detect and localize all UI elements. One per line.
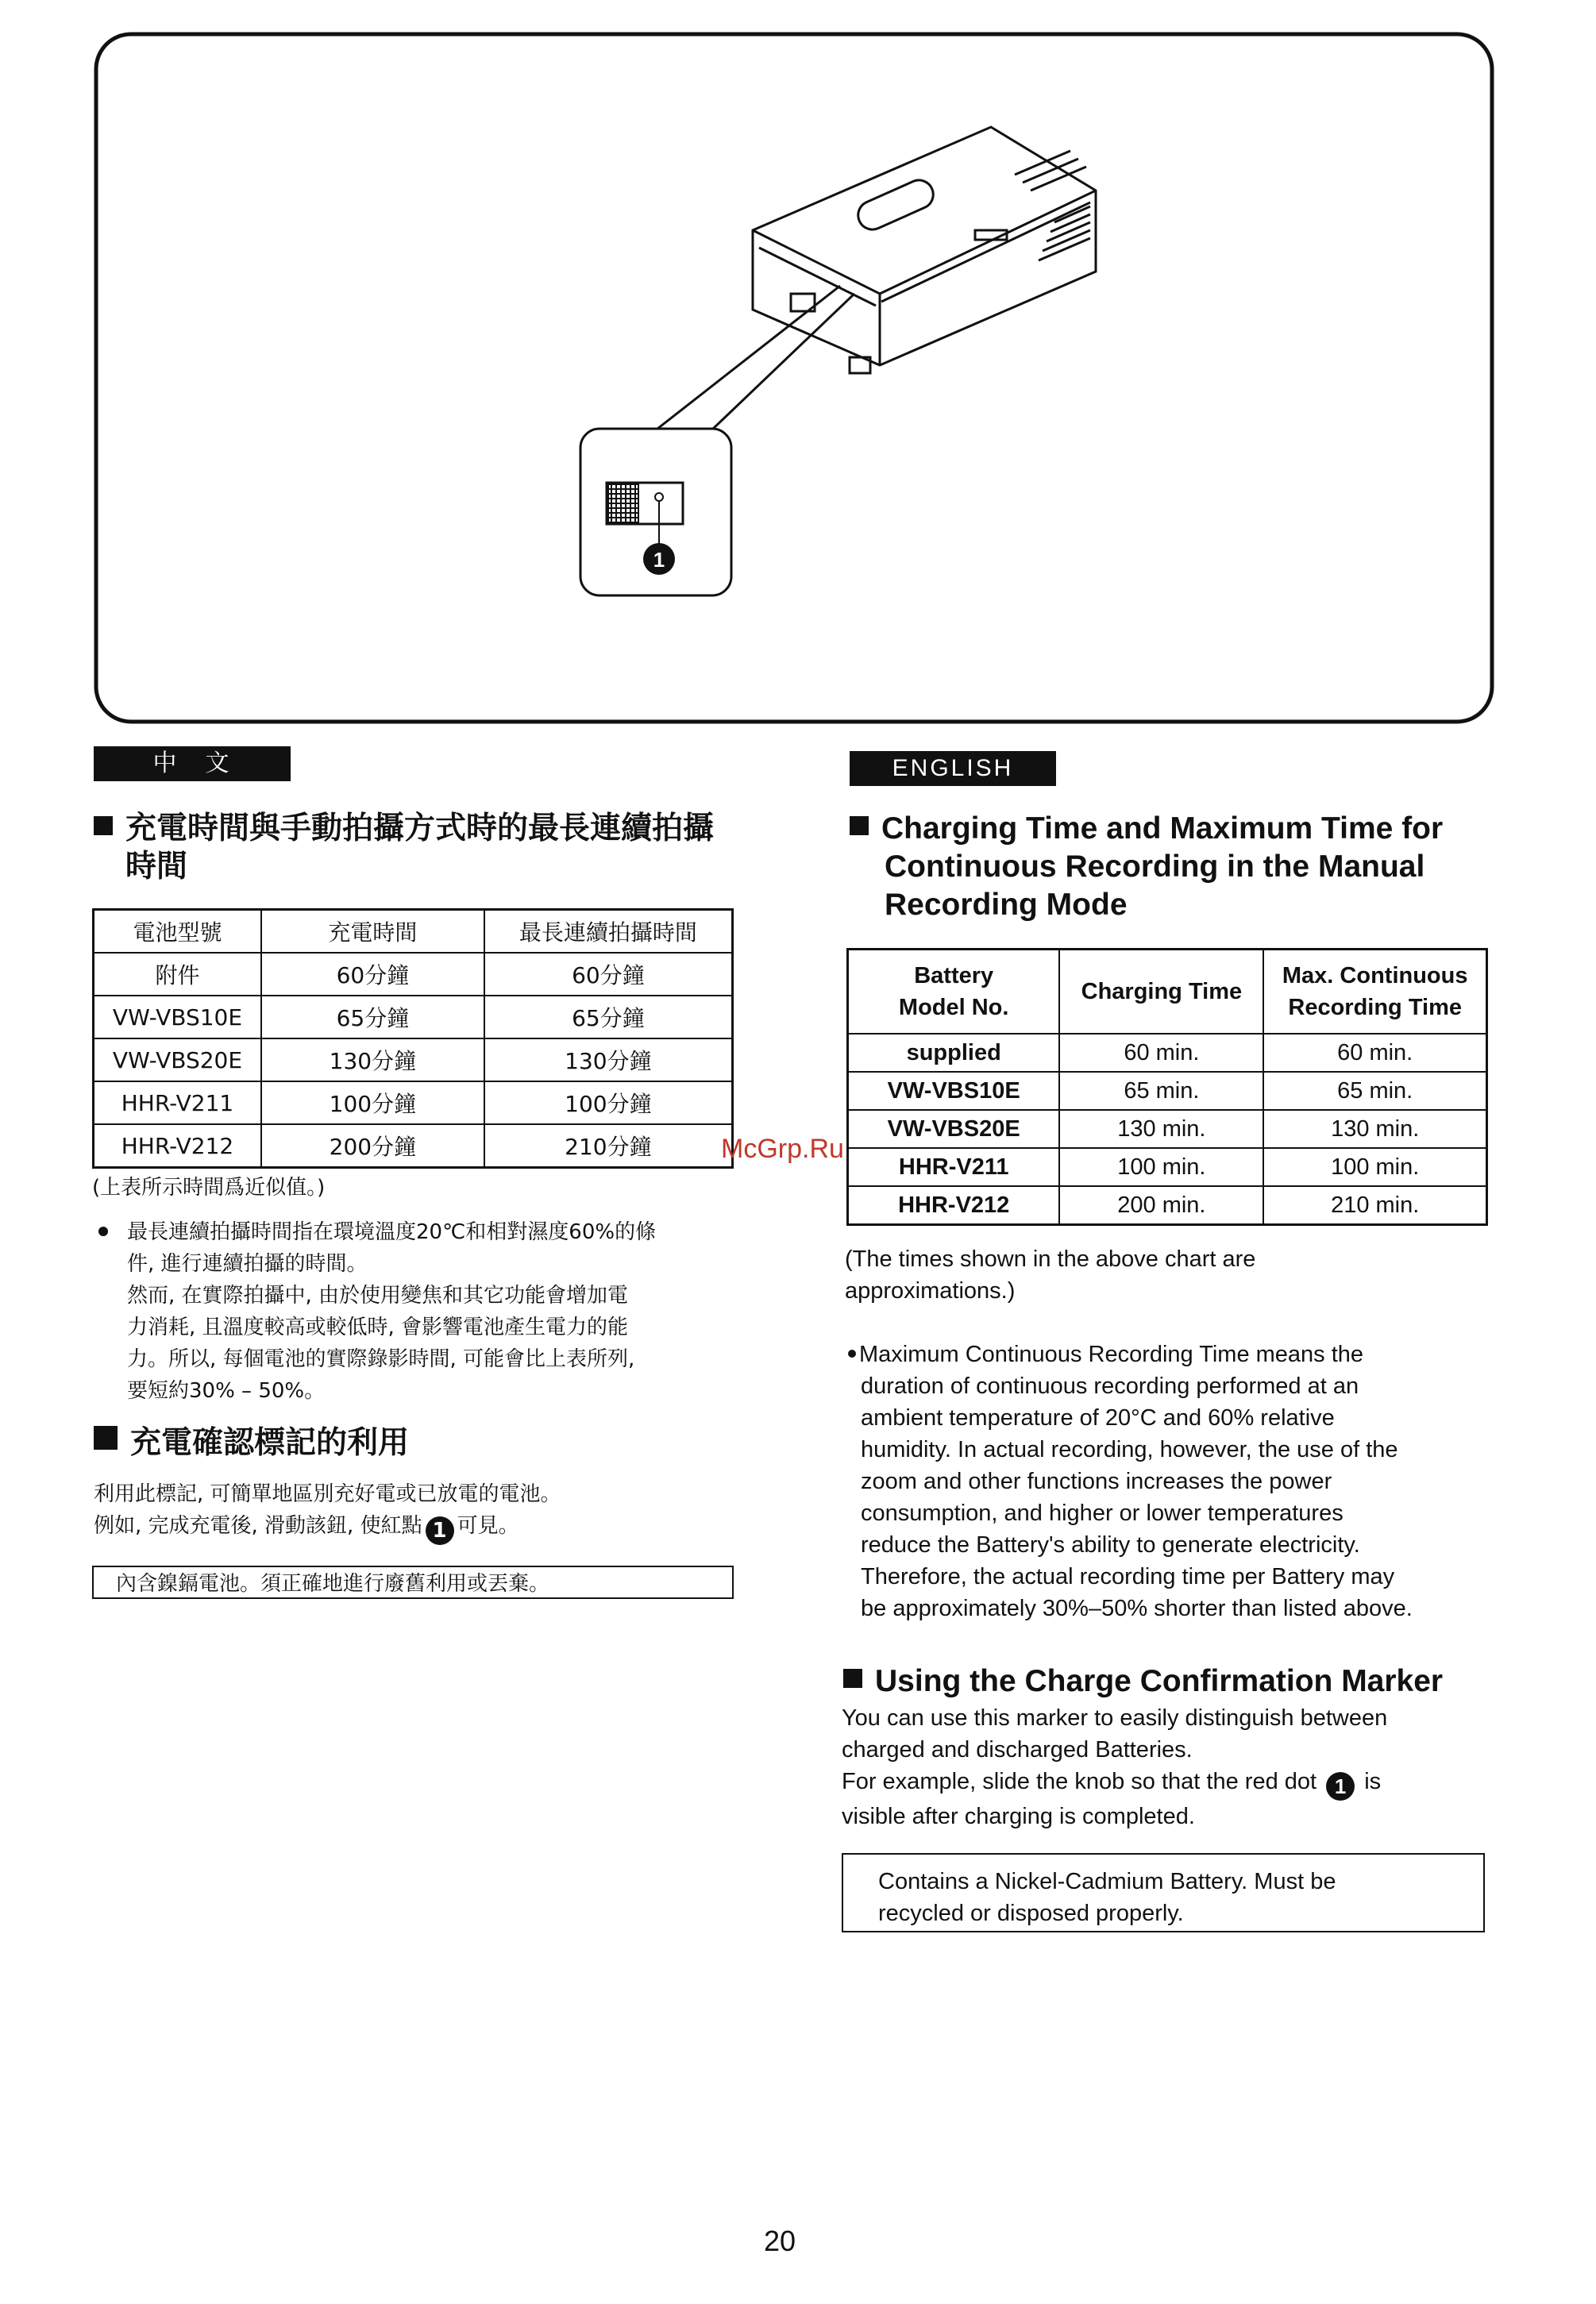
table-row: 附件 60分鐘 60分鐘 [94, 953, 733, 996]
chinese-disposal-notice: 內含鎳鎘電池。須正確地進行廢舊利用或丟棄。 [92, 1566, 734, 1599]
table-header: Max. Continuous Recording Time [1263, 950, 1486, 1034]
english-marker-text: You can use this marker to easily distinguish between charged and discharged Batteries. For example, slide the knob so that the red dot 1 is visible after charging is completed. [842, 1705, 1388, 1829]
table-header-row [848, 950, 1487, 1034]
english-section-label: ENGLISH [850, 751, 1056, 786]
table-header: Charging Time [1059, 950, 1263, 1034]
marker-knob-hatching [608, 484, 638, 522]
table-header: 電池型號 [94, 910, 261, 954]
english-bullet-paragraph: Maximum Continuous Recording Time means the duration of continuous recording performed at an ambient temperature of 20°C and 60% relative humidity. In actual recording, however, the use of the zoom and other functions increases the power consumption, and higher or lower temperatures reduce the Battery's ability to generate electricity. Therefore, the actual recording time per Battery may be approximately 30%–50% shorter than listed above. [845, 1339, 1559, 1624]
table-header-row [94, 910, 733, 954]
english-table-note: (The times shown in the above chart are approximations.) [845, 1246, 1256, 1304]
chinese-bullet-paragraph: 最長連續拍攝時間指在環境溫度20℃和相對濕度60%的條 件, 進行連續拍攝的時間。 然而, 在實際拍攝中, 由於使用變焦和其它功能會增加電 力消耗, 且溫度較高或較低時, 會影響電池產生電力的能 力。所以, 每個電池的實際錄影時間, 可能會比上表所列, 要短約30% – 50%。 [94, 1216, 745, 1407]
battery-pack-drawing [753, 127, 1096, 373]
table-row: VW-VBS10E 65分鐘 65分鐘 [94, 996, 733, 1038]
chinese-marker-heading: 充電確認標記的利用 [94, 1424, 409, 1462]
chinese-marker-text: 利用此標記, 可簡單地區別充好電或已放電的電池。 例如, 完成充電後, 滑動該鈕, 使紅點 1 可見。 [94, 1478, 745, 1545]
english-disposal-notice: Contains a Nickel-Cadmium Battery. Must be recycled or disposed properly. [842, 1853, 1485, 1932]
chinese-heading: 充電時間與手動拍攝方式時的最長連續拍攝 時間 [94, 810, 745, 886]
table-row: HHR-V211 100分鐘 100分鐘 [94, 1081, 733, 1124]
table-row: HHR-V211 100 min. 100 min. [848, 1148, 1487, 1186]
svg-text:1: 1 [653, 548, 665, 572]
chinese-section-label: 中 文 [94, 746, 291, 781]
battery-illustration [94, 32, 1494, 724]
table-row: VW-VBS20E 130 min. 130 min. [848, 1110, 1487, 1148]
table-header: 充電時間 [261, 910, 484, 954]
table-header: 最長連續拍攝時間 [484, 910, 733, 954]
watermark-text: McGrp.Ru [721, 1134, 844, 1164]
table-row: HHR-V212 200 min. 210 min. [848, 1186, 1487, 1225]
table-row: supplied 60 min. 60 min. [848, 1034, 1487, 1072]
table-row: VW-VBS10E 65 min. 65 min. [848, 1072, 1487, 1110]
table-row: VW-VBS20E 130分鐘 130分鐘 [94, 1038, 733, 1081]
page-number: 20 [764, 2225, 796, 2257]
chinese-charging-table [92, 908, 734, 1169]
chinese-table-note: (上表所示時間爲近似值。) [92, 1176, 326, 1200]
english-charging-table [846, 948, 1488, 1226]
english-heading: Charging Time and Maximum Time for Continuous Recording in the Manual Recording Mode [850, 810, 1564, 924]
table-row: HHR-V212 200分鐘 210分鐘 [94, 1124, 733, 1168]
callout-number-icon: 1 [426, 1516, 454, 1545]
english-marker-heading: Using the Charge Confirmation Marker [843, 1663, 1443, 1701]
callout-number-icon: 1 [1326, 1772, 1355, 1801]
table-header: Battery Model No. [848, 950, 1060, 1034]
